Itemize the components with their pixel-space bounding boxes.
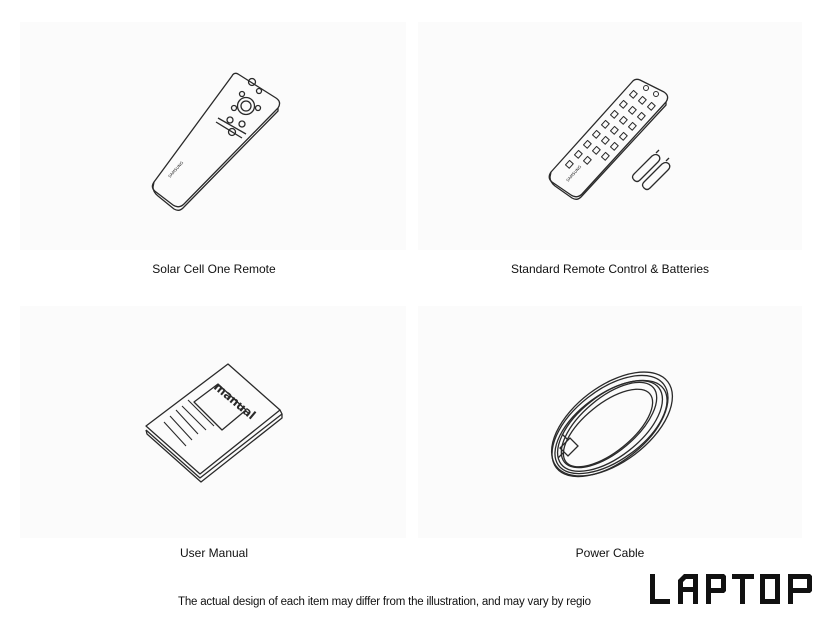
standard-remote-batteries-icon — [418, 22, 802, 250]
item-tile-standard-remote — [418, 22, 802, 250]
remote-brand-text: SAMSUNG — [565, 164, 583, 183]
caption-solar-remote: Solar Cell One Remote — [152, 262, 276, 276]
disclaimer-footnote: The actual design of each item may differ from the illustration, and may vary by regio — [178, 596, 591, 608]
remote-brand-text: SAMSUNG — [167, 160, 185, 179]
user-manual-icon — [20, 306, 406, 538]
power-cable-icon — [418, 306, 802, 538]
manual-cover-text: manual — [211, 379, 259, 423]
laptop-logo — [650, 574, 816, 604]
item-tile-power-cable — [418, 306, 802, 538]
caption-power-cable: Power Cable — [575, 546, 645, 560]
item-tile-solar-remote — [20, 22, 406, 250]
caption-user-manual: User Manual — [179, 546, 249, 560]
solar-cell-remote-icon — [20, 22, 406, 250]
item-tile-user-manual — [20, 306, 406, 538]
caption-standard-remote: Standard Remote Control & Batteries — [510, 262, 710, 276]
